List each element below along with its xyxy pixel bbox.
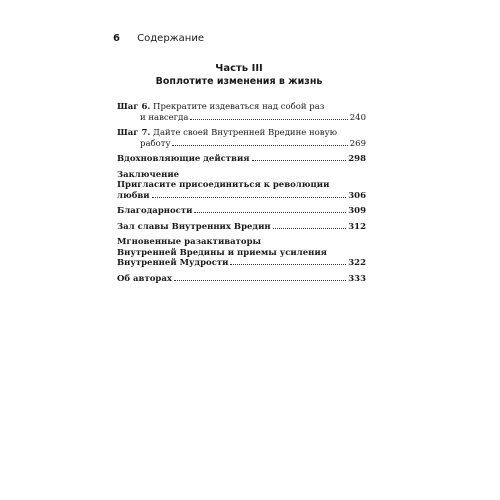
entry-title-line: и навсегда [140, 112, 189, 123]
dot-leader [190, 119, 347, 120]
page-ref: 240 [349, 112, 366, 123]
running-head [113, 33, 204, 45]
dot-leader [152, 197, 347, 198]
page-number: 6 [113, 33, 120, 44]
step-label: Шаг 6. [117, 102, 151, 112]
dot-leader [230, 264, 346, 265]
entry-title-line: Внутренней Вредины и приемы усиления [117, 247, 327, 258]
page-ref: 333 [348, 273, 366, 284]
table-of-contents [117, 102, 366, 289]
entry-title-line: Заключение [117, 169, 180, 180]
part-label: Часть III [215, 63, 263, 74]
entry-title-line: любви [117, 190, 150, 201]
toc-entry-about-authors[interactable] [117, 274, 366, 285]
toc-entry-instant-deactivators[interactable] [117, 237, 366, 269]
dot-leader [273, 228, 347, 229]
toc-entry-acknowledgements[interactable] [117, 206, 366, 217]
toc-entry-step-6[interactable] [117, 102, 366, 123]
entry-title-line: Прекратите издеваться над собой раз [153, 102, 325, 112]
entry-title-line: работу [140, 138, 171, 149]
dot-leader [252, 160, 347, 161]
entry-title-line: Пригласите присоединиться к революции [117, 180, 330, 190]
entry-title-line: Дайте своей Внутренней Вредине новую [153, 128, 337, 138]
entry-title: Вдохновляющие действия [117, 154, 250, 164]
page-ref: 269 [349, 138, 366, 149]
toc-entry-step-7[interactable] [117, 128, 366, 149]
page-ref: 309 [348, 206, 366, 216]
toc-entry-hall-of-fame[interactable] [117, 222, 366, 233]
entry-title: Благодарности [117, 206, 193, 216]
dot-leader [174, 280, 346, 281]
dot-leader [194, 212, 346, 213]
part-title: Воплотите изменения в жизнь [155, 76, 323, 87]
toc-entry-inspiring-actions[interactable] [117, 154, 366, 165]
running-head-title: Содержание [137, 33, 204, 44]
toc-entry-conclusion[interactable] [117, 170, 366, 202]
dot-leader [172, 145, 347, 146]
step-label: Шаг 7. [117, 128, 151, 138]
entry-title-line: Мгновенные разактиваторы [117, 237, 262, 247]
page-ref: 322 [348, 258, 366, 268]
entry-title-line: Внутренней Мудрости [117, 258, 229, 268]
page-ref: 306 [348, 190, 366, 201]
entry-title: Об авторах [117, 273, 172, 284]
page-ref: 298 [348, 154, 366, 164]
page-ref: 312 [348, 221, 366, 232]
entry-title: Зал славы Внутренних Вредин [117, 221, 271, 232]
